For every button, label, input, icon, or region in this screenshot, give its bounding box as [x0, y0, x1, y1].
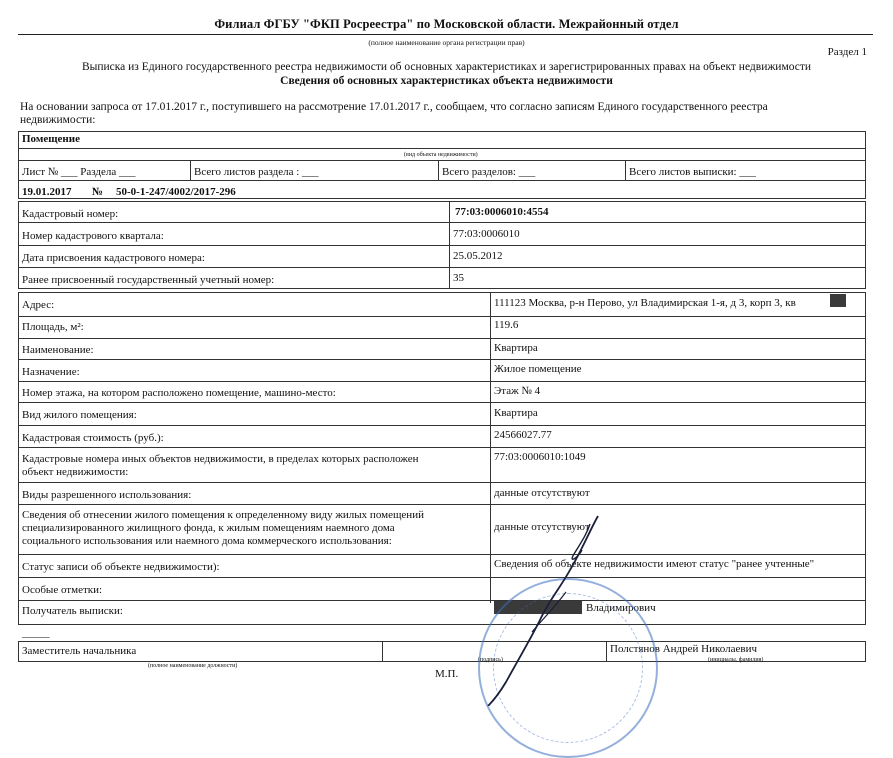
assign-date-value: 25.05.2012	[453, 250, 503, 262]
cost-label: Кадастровая стоимость (руб.):	[22, 432, 164, 444]
object-type-caption: (вид объекта недвижимости)	[404, 152, 478, 158]
cadastral-quarter-label: Номер кадастрового квартала:	[22, 230, 164, 242]
address-value: 111123 Москва, р-н Перово, ул Владимирская 1-я, д 3, корп 3, кв	[494, 297, 796, 309]
cadastral-number-value: 77:03:0006010:4554	[455, 206, 549, 218]
address-label: Адрес:	[22, 299, 55, 311]
signer-name: Полстянов Андрей Николаевич	[610, 643, 758, 655]
intro-line-2: недвижимости:	[20, 114, 96, 126]
signature-dash: _____	[22, 627, 50, 639]
total-sections: Всего разделов: ___	[442, 166, 536, 178]
extract-date: 19.01.2017	[22, 186, 72, 198]
section-label: Раздел 1	[827, 46, 867, 58]
sheet-number: Лист № ___ Раздела ___	[22, 166, 136, 178]
special-fund-label-3: социального использования или наемного дома коммерческого использования:	[22, 535, 392, 547]
name-value: Квартира	[494, 342, 538, 354]
signer-position: Заместитель начальника	[22, 645, 137, 657]
floor-value: Этаж № 4	[494, 385, 541, 397]
assign-date-label: Дата присвоения кадастрового номера:	[22, 252, 205, 264]
header-subtitle: (полное наименование органа регистрации прав)	[368, 38, 525, 47]
signer-name-caption: (инициалы, фамилия)	[708, 657, 764, 663]
area-value: 119.6	[494, 319, 519, 331]
permitted-use-label: Виды разрешенного использования:	[22, 489, 192, 501]
cadastral-number-label: Кадастровый номер:	[22, 208, 119, 220]
intro-line-1: На основании запроса от 17.01.2017 г., поступившего на рассмотрение 17.01.2017 г., сообщаем, что согласно записям Единого государственного реестра	[20, 101, 768, 113]
cost-value: 24566027.77	[494, 429, 552, 441]
extract-number-label: №	[92, 186, 104, 198]
notes-label: Особые отметки:	[22, 584, 103, 596]
header-title: Филиал ФГБУ "ФКП Росреестра" по Московской области. Межрайонный отдел	[214, 17, 679, 31]
purpose-label: Назначение:	[22, 366, 80, 378]
total-sheets-section: Всего листов раздела : ___	[194, 166, 319, 178]
kind-label: Вид жилого помещения:	[22, 409, 137, 421]
recipient-value: Владимирович	[586, 602, 656, 614]
name-label: Наименование:	[22, 344, 94, 356]
other-objects-label-1: Кадастровые номера иных объектов недвижимости, в пределах которых расположен	[22, 453, 419, 465]
document-subtitle: Сведения об основных характеристиках объекта недвижимости	[280, 75, 613, 87]
purpose-value: Жилое помещение	[494, 363, 582, 375]
address-redaction	[830, 294, 846, 307]
recipient-label: Получатель выписки:	[22, 605, 123, 617]
intro-text	[20, 101, 840, 127]
special-fund-label-1: Сведения об отнесении жилого помещения к определенному виду жилых помещений	[22, 509, 424, 521]
prev-number-value: 35	[453, 272, 464, 284]
object-type: Помещение	[22, 133, 80, 145]
total-sheets-extract: Всего листов выписки: ___	[629, 166, 756, 178]
signature-caption: (подпись)	[478, 657, 503, 663]
mp-label: М.П.	[435, 668, 459, 680]
document-title: Выписка из Единого государственного реестра недвижимости об основных характеристиках и зарегистрированных правах на объект недвижимости	[81, 61, 812, 73]
special-fund-value: данные отсутствуют	[494, 521, 590, 533]
special-fund-label-2: специализированного жилищного фонда, к жилым помещениям наемного дома	[22, 522, 395, 534]
other-objects-value: 77:03:0006010:1049	[494, 451, 586, 463]
cadastral-quarter-value: 77:03:0006010	[453, 228, 520, 240]
signer-position-caption: (полное наименование должности)	[148, 663, 238, 669]
status-label: Статус записи об объекте недвижимости):	[22, 561, 220, 573]
area-label: Площадь, м²:	[22, 321, 84, 333]
floor-label: Номер этажа, на котором расположено помещение, машино-место:	[22, 387, 336, 399]
permitted-use-value: данные отсутствуют	[494, 487, 590, 499]
kind-value: Квартира	[494, 407, 538, 419]
header-rule	[18, 34, 873, 35]
handwritten-signature	[470, 510, 620, 706]
extract-number: 50-0-1-247/4002/2017-296	[116, 186, 236, 198]
other-objects-label-2: объект недвижимости:	[22, 466, 129, 478]
status-value: Сведения об объекте недвижимости имеют статус "ранее учтенные"	[494, 558, 815, 570]
prev-number-label: Ранее присвоенный государственный учетный номер:	[22, 274, 275, 286]
